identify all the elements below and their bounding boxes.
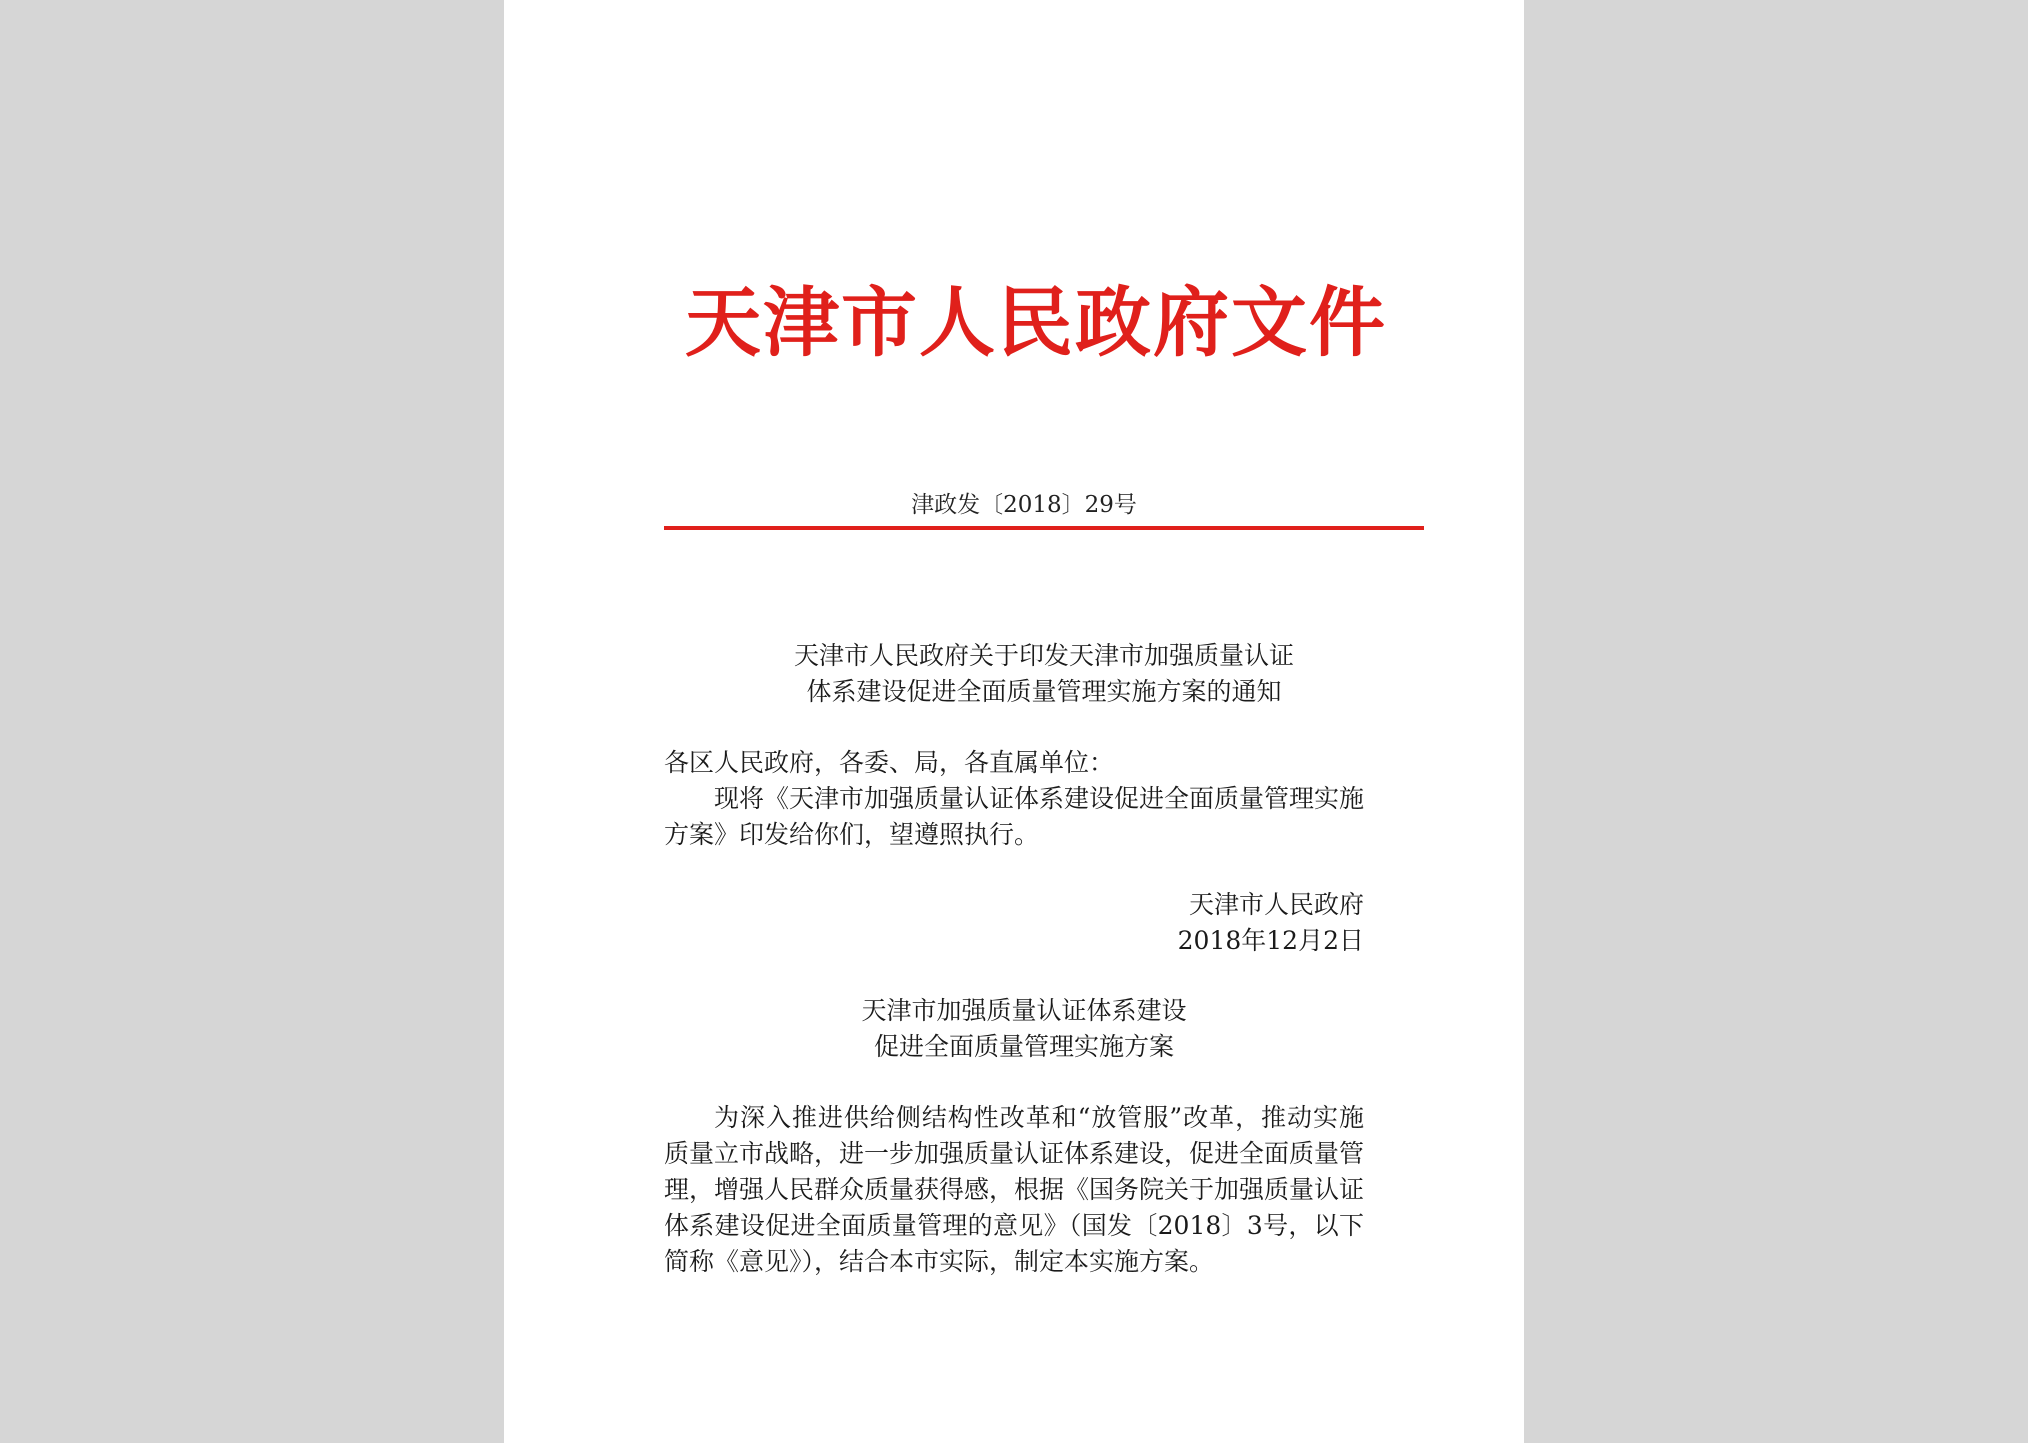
addressee-line: 各区人民政府，各委、局，各直属单位：: [664, 748, 1115, 777]
plan-title-line-2: 促进全面质量管理实施方案: [873, 1032, 1174, 1061]
signoff-organization: 天津市人民政府: [1188, 890, 1364, 919]
signoff-date: 2018年12月2日: [1177, 926, 1364, 955]
document-page: [504, 0, 1524, 1443]
plan-title-line-1: 天津市加强质量认证体系建设: [861, 996, 1187, 1025]
notice-title: [664, 638, 1424, 710]
notice-content: [664, 745, 1374, 853]
notice-title-line-1: 天津市人民政府关于印发天津市加强质量认证: [793, 641, 1294, 670]
signoff-block: [664, 887, 1364, 959]
plan-intro-section: [664, 1100, 1364, 1280]
notice-title-line-2: 体系建设促进全面质量管理实施方案的通知: [806, 677, 1282, 706]
notice-body-paragraph: 现将《天津市加强质量认证体系建设促进全面质量管理实施方案》印发给你们，望遵照执行。: [664, 784, 1365, 849]
plan-title: [674, 993, 1374, 1065]
document-number: 津政发〔2018〕29号: [911, 492, 1137, 518]
document-header-title: 天津市人民政府文件: [685, 278, 1387, 367]
plan-intro-paragraph: 为深入推进供给侧结构性改革和“放管服”改革，推动实施质量立市战略，进一步加强质量认证体系建设，促进全面质量管理，增强人民群众质量获得感，根据《国务院关于加强质量认证体系建设促进全面质量管理的意见》（国发〔2018〕3号，以下简称《意见》），结合本市实际，制定本实施方案。: [664, 1103, 1365, 1276]
red-divider-line: [664, 526, 1424, 530]
